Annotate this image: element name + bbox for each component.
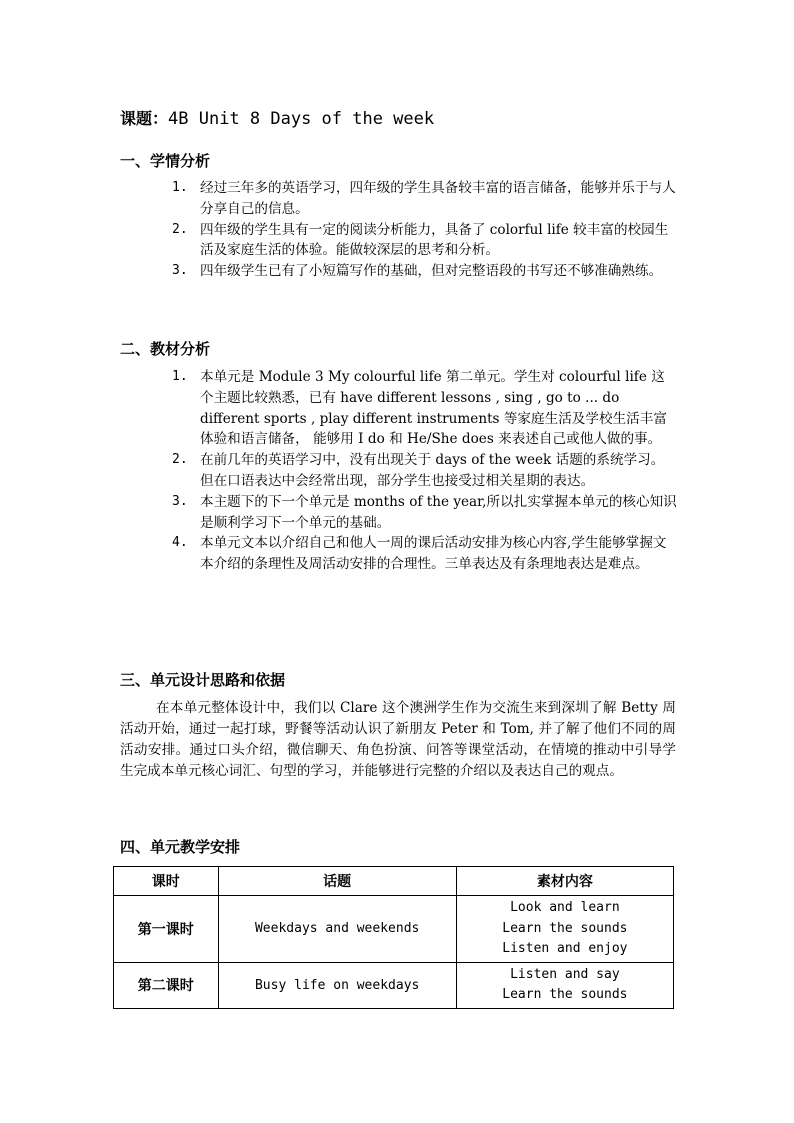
- materials-cell: [456, 896, 673, 963]
- list-item: 3. 本主题下的下一个单元是 months of the year,所以扎实掌握本单元的核心知识是顺利学习下一个单元的基础。: [172, 493, 677, 531]
- list-item: 2. 四年级的学生具有一定的阅读分析能力，具备了 colorful life 较丰富的校园生活及家庭生活的体验。能做较深层的思考和分析。: [172, 221, 669, 259]
- list-item: 3. 四年级学生已有了小短篇写作的基础，但对完整语段的书写还不够准确熟练。: [172, 263, 663, 280]
- section-heading-textbook-analysis: 二、教材分析: [120, 340, 211, 358]
- title-label: 课题：: [120, 109, 169, 128]
- material-item: Listen and say: [510, 966, 620, 982]
- table-header-row: [114, 867, 674, 896]
- list-item: 4. 本单元文本以介绍自己和他人一周的课后活动安排为核心内容,学生能够掌握文本介绍的条理性及周活动安排的合理性。三单表达及有条理地表达是难点。: [172, 535, 667, 573]
- title-text: 4B Unit 8 Days of the week: [168, 109, 435, 129]
- list-item: 2. 在前几年的英语学习中，没有出现关于 days of the week 话题的系统学习。但在口语表达中会经常出现，部分学生也接受过相关星期的表达。: [172, 452, 665, 489]
- lesson-cell: 第二课时: [114, 962, 219, 1008]
- topic-cell: Weekdays and weekends: [218, 896, 456, 963]
- lesson-cell: 第一课时: [114, 896, 219, 963]
- topic-cell: Busy life on weekdays: [218, 962, 456, 1008]
- textbook-analysis-list: [172, 367, 677, 575]
- materials-cell: [456, 962, 673, 1008]
- table-row: [114, 896, 674, 963]
- list-item: 1. 本单元是 Module 3 My colourful life 第二单元。学生对 colourful life 这个主题比较熟悉，已有 have different lessons , sing , go to ... do different sports , play different instruments 等家庭生活及学校生活丰富体验和语言储备， 能够用 I do 和 He/She does 来表述自己或他人做的事。: [172, 369, 667, 448]
- learner-analysis-list: [172, 178, 677, 282]
- column-header: 素材内容: [456, 867, 673, 896]
- material-item: Look and learn: [510, 900, 620, 915]
- list-item: 1. 经过三年多的英语学习，四年级的学生具备较丰富的语言储备，能够并乐于与人分享自己的信息。: [172, 180, 676, 217]
- column-header: 话题: [218, 867, 456, 896]
- teaching-arrangement-table: [113, 866, 674, 1009]
- material-item: Learn the sounds: [502, 987, 628, 1002]
- section-heading-teaching-arrangement: 四、单元教学安排: [120, 838, 241, 856]
- column-header: 课时: [114, 867, 219, 896]
- material-item: Listen and enjoy: [502, 941, 628, 956]
- section-heading-design-rationale: 三、单元设计思路和依据: [120, 671, 286, 689]
- document-title: [120, 106, 434, 129]
- section-heading-learner-analysis: 一、学情分析: [120, 152, 211, 170]
- design-rationale-paragraph: 在本单元整体设计中，我们以 Clare 这个澳洲学生作为交流生来到深圳了解 Betty 周活动开始，通过一起打球，野餐等活动认识了新朋友 Peter 和 Tom, 并了解了他们不同的周活动安排。通过口头介绍，微信聊天、角色扮演、问答等课堂活动，在情境的推动中引导学生完成本单元核心词汇、句型的学习，并能够进行完整的介绍以及表达自己的观点。: [120, 700, 676, 779]
- material-item: Learn the sounds: [502, 920, 628, 936]
- table-row: [114, 962, 674, 1008]
